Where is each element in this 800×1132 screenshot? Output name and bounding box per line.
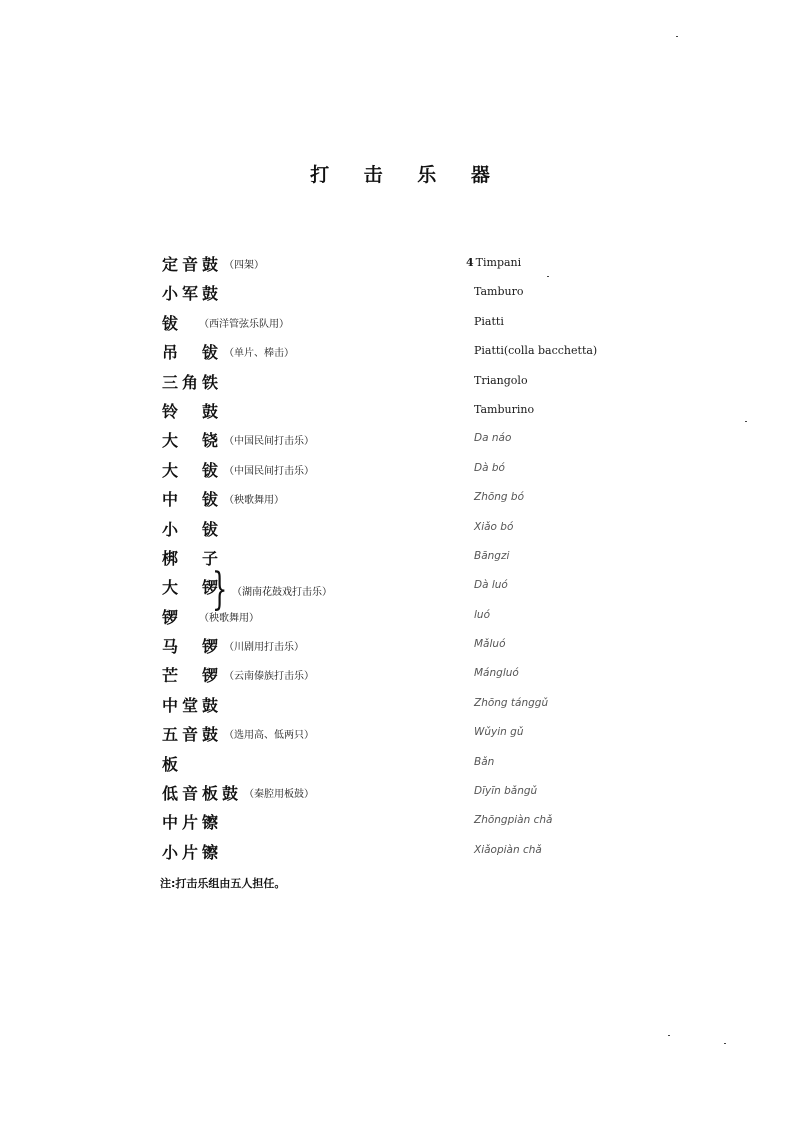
instrument-cn-name: 中堂鼓 [162, 695, 223, 715]
instrument-cn [162, 517, 222, 540]
instrument-cn-note: （选用高、低两只） [224, 730, 315, 742]
instrument-en-name: Wǔyin gǔ [474, 726, 524, 739]
instrument-cn [162, 458, 314, 481]
instrument-cn [162, 663, 314, 686]
instrument-en [474, 697, 548, 709]
instrument-list [0, 250, 800, 867]
instrument-en [474, 609, 490, 621]
instrument-en [474, 491, 524, 503]
instrument-en [474, 638, 506, 650]
footnote: 注:打击乐组由五人担任。 [160, 877, 286, 890]
instrument-en [474, 785, 537, 797]
instrument-row [0, 485, 800, 514]
instrument-row [0, 456, 800, 485]
instrument-en [474, 315, 504, 328]
instrument-cn-name: 铃 鼓 [162, 401, 223, 421]
instrument-en-name: Bāngzi [474, 549, 510, 562]
instrument-en-name: Xiǎopiàn chǎ [474, 843, 542, 856]
instrument-row [0, 368, 800, 397]
instrument-en-name: Da náo [474, 432, 512, 445]
instrument-cn-name: 大 钹 [162, 460, 223, 480]
instrument-cn-name: 定音鼓 [162, 255, 223, 274]
instrument-row [0, 720, 800, 749]
instrument-cn-note: （单片、棒击） [224, 348, 295, 360]
instrument-row [0, 426, 800, 455]
instrument-cn-name: 芒 锣 [162, 666, 223, 686]
instrument-row [0, 691, 800, 720]
instrument-row [0, 397, 800, 426]
instrument-en-name: Triangolo [474, 373, 528, 387]
instrument-row [0, 309, 800, 338]
instrument-row [0, 250, 800, 279]
instrument-en [474, 844, 542, 856]
scan-speck [547, 276, 549, 277]
instrument-en-name: Zhōng tánggǔ [474, 696, 549, 709]
group-note: （湖南花鼓戏打击乐） [232, 587, 332, 598]
instrument-cn-name: 钹 [162, 313, 183, 333]
instrument-en [474, 756, 494, 768]
instrument-cn-name: 小 钹 [162, 519, 223, 539]
instrument-cn-note: （秧歌舞用） [184, 612, 260, 624]
instrument-cn [162, 487, 284, 510]
instrument-en-name: luó [474, 608, 490, 621]
instrument-en-name: Zhōngpiàn chǎ [474, 814, 553, 827]
instrument-cn [162, 428, 314, 451]
instrument-cn-name: 小军鼓 [162, 284, 223, 304]
instrument-row [0, 750, 800, 779]
instrument-cn-name: 大 铙 [162, 431, 223, 451]
instrument-en [474, 344, 597, 357]
instrument-row [0, 515, 800, 544]
instrument-row [0, 279, 800, 308]
instrument-cn-name: 小片镲 [162, 842, 223, 862]
instrument-cn-name: 锣 [162, 607, 183, 627]
scan-speck [724, 1043, 726, 1044]
instrument-row [0, 838, 800, 867]
instrument-row [0, 661, 800, 690]
instrument-en [474, 814, 552, 826]
instrument-cn [162, 781, 314, 804]
instrument-en-name: Piatti(colla bacchetta) [474, 344, 598, 358]
instrument-en-name: Zhōng bó [474, 491, 525, 504]
instrument-en-name: Dà bó [474, 461, 505, 474]
instrument-en-name: Tamburo [474, 285, 524, 299]
instrument-cn-note: （中国民间打击乐） [224, 436, 315, 448]
instrument-en [474, 550, 509, 562]
instrument-cn-name: 低音板鼓 [162, 784, 243, 804]
instrument-cn [162, 752, 182, 775]
instrument-cn [162, 693, 222, 716]
instrument-en [474, 667, 519, 679]
instrument-cn-name: 板 [162, 754, 183, 774]
instrument-en-name: Piatti [474, 314, 504, 328]
instrument-cn-name: 中片镲 [162, 813, 223, 833]
instrument-cn-note: （西洋管弦乐队用） [184, 318, 290, 330]
instrument-en-name: Mángluó [474, 667, 519, 680]
instrument-row [0, 338, 800, 367]
instrument-cn [162, 340, 294, 363]
instrument-cn-name: 三角铁 [162, 372, 223, 392]
instrument-count: 4 [466, 256, 474, 269]
instrument-row [0, 779, 800, 808]
instrument-cn-name: 中 钹 [162, 490, 223, 510]
instrument-cn [162, 840, 222, 863]
instrument-en [474, 521, 513, 533]
instrument-cn-note: （中国民间打击乐） [224, 465, 315, 477]
instrument-cn-name: 梆 子 [162, 548, 223, 568]
instrument-cn-note: （四架） [224, 260, 265, 271]
instrument-cn [162, 399, 222, 422]
scan-speck [668, 1035, 670, 1036]
instrument-cn-note: （云南傣族打击乐） [224, 671, 315, 683]
instrument-cn-note: （川剧用打击乐） [224, 642, 305, 654]
instrument-cn [162, 722, 314, 745]
instrument-en [474, 726, 523, 738]
instrument-cn [162, 281, 222, 304]
instrument-en [474, 462, 505, 474]
instrument-cn-note: （秦腔用板鼓） [244, 789, 315, 801]
instrument-cn-note: （秧歌舞用） [224, 495, 285, 507]
instrument-en-name: Mǎluó [474, 638, 506, 651]
instrument-row [0, 808, 800, 837]
instrument-en-name: Tamburino [474, 402, 535, 416]
instrument-cn [162, 311, 289, 334]
instrument-en [474, 285, 523, 298]
right-brace: } [212, 564, 228, 615]
instrument-cn-name: 大 锣 [162, 578, 223, 598]
instrument-cn [162, 252, 264, 275]
instrument-en [474, 374, 528, 387]
instrument-en-name: Dīyīn bǎngǔ [474, 785, 538, 798]
instrument-en [474, 403, 534, 416]
instrument-en-name: Timpani [475, 256, 522, 269]
instrument-en [474, 432, 511, 444]
instrument-cn [162, 370, 222, 393]
scan-speck [676, 36, 678, 37]
instrument-cn [162, 634, 304, 657]
instrument-cn-name: 马 锣 [162, 637, 223, 657]
instrument-en-name: Bǎn [474, 755, 495, 768]
bracket-group [162, 565, 462, 625]
instrument-en-name: Dà luó [474, 579, 508, 592]
page-title: 打 击 乐 器 [310, 164, 504, 186]
instrument-en-name: Xiǎo bó [474, 520, 514, 533]
instrument-cn-name: 五音鼓 [162, 725, 223, 745]
instrument-row [0, 632, 800, 661]
instrument-cn [162, 810, 222, 833]
scan-speck [745, 421, 747, 422]
instrument-en [466, 256, 522, 269]
instrument-en [474, 579, 508, 591]
instrument-cn-name: 吊 钹 [162, 343, 223, 363]
